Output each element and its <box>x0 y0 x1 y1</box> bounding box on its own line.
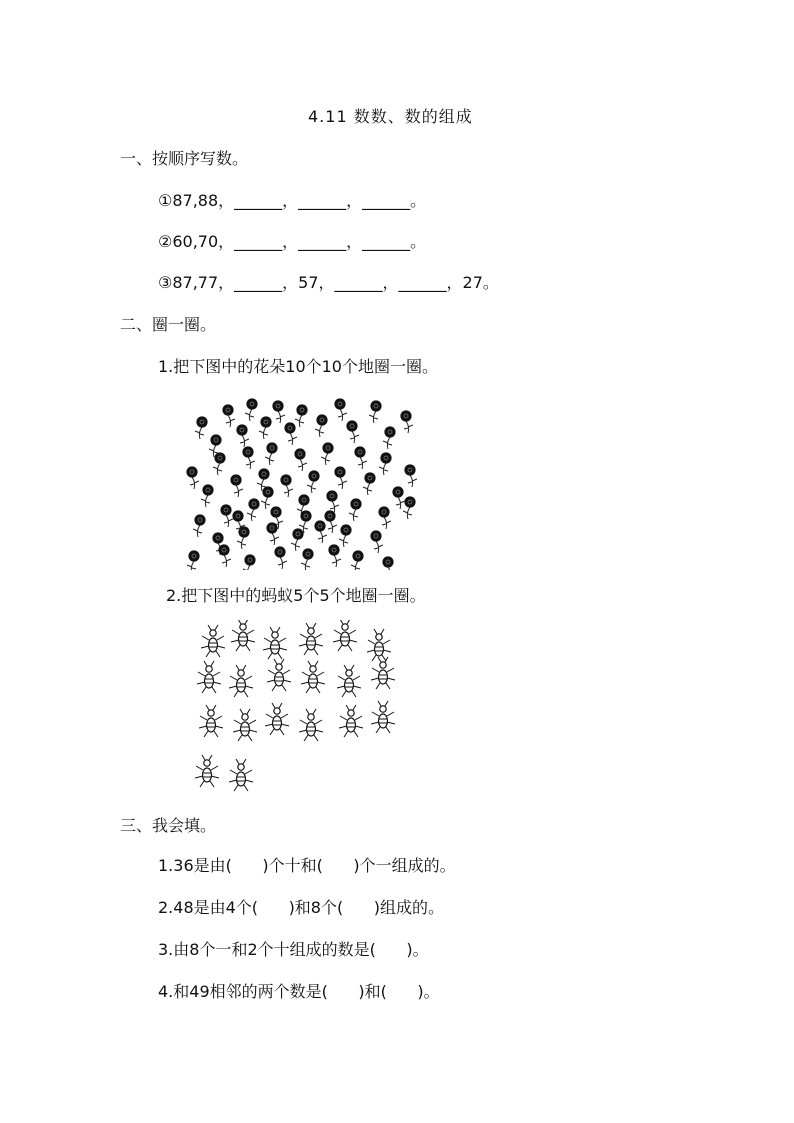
flower-icon <box>242 446 255 469</box>
flower-icon <box>236 424 249 447</box>
fill-item-3: 3.由8个一和2个十组成的数是( )。 <box>158 940 429 959</box>
flower-icon <box>237 526 250 549</box>
ant-icon <box>301 661 325 693</box>
flower-icon <box>222 404 235 427</box>
flower-icon <box>245 398 258 421</box>
ant-icon <box>339 705 363 737</box>
flower-icon <box>324 510 337 533</box>
flower-icon <box>259 416 272 439</box>
ant-icon <box>367 629 391 661</box>
flower-icon <box>403 496 416 519</box>
flower-icon <box>382 556 395 570</box>
flower-icon <box>280 474 293 497</box>
flower-icon <box>284 422 297 445</box>
circle-question-1: 1.把下图中的花朵10个10个地圈一圈。 <box>158 357 438 376</box>
ant-icon <box>337 665 361 697</box>
flower-icon <box>363 472 376 495</box>
sequence-item-3: ③87,77，______，57，______，______，27。 <box>158 273 499 292</box>
flower-icon <box>307 470 320 493</box>
flower-icon <box>369 400 382 423</box>
flower-icon <box>404 464 417 487</box>
flower-icon <box>392 486 405 509</box>
flower-icon <box>383 426 396 449</box>
flower-icon <box>314 520 327 543</box>
flower-icon <box>201 484 214 507</box>
fill-item-4: 4.和49相邻的两个数是( )和( )。 <box>158 982 440 1001</box>
flower-icon <box>334 398 347 421</box>
flower-icon <box>186 466 199 489</box>
flower-icon <box>315 414 328 437</box>
ant-icon <box>229 665 253 697</box>
ant-icon <box>267 659 291 691</box>
ant-icon <box>371 701 395 733</box>
ant-icon <box>199 705 223 737</box>
flower-icon <box>328 544 341 567</box>
flower-icon <box>334 466 347 489</box>
fill-item-1: 1.36是由( )个十和( )个一组成的。 <box>158 856 456 875</box>
page-title: 4.11 数数、数的组成 <box>308 107 473 126</box>
ant-icon <box>333 620 357 651</box>
section-1-heading: 一、按顺序写数。 <box>120 149 249 168</box>
ant-icon <box>265 703 289 735</box>
flower-icon <box>274 546 287 569</box>
flower-icon <box>213 452 226 475</box>
flower-icon <box>266 522 279 545</box>
ant-icon <box>229 759 253 791</box>
flower-icon <box>326 490 339 513</box>
sequence-item-2: ②60,70，______，______，______。 <box>158 232 427 251</box>
ant-icon <box>371 657 395 689</box>
flower-icon <box>354 446 367 469</box>
flower-icon <box>339 524 352 547</box>
flower-icon <box>261 486 274 509</box>
fill-item-2: 2.48是由4个( )和8个( )组成的。 <box>158 898 444 917</box>
section-3-heading: 三、我会填。 <box>120 816 217 835</box>
ant-icon <box>231 620 255 651</box>
circle-question-2: 2.把下图中的蚂蚁5个5个地圈一圈。 <box>166 586 426 605</box>
section-2-heading: 二、圈一圈。 <box>120 315 217 334</box>
flower-icon <box>218 544 231 567</box>
flower-icon <box>301 548 314 570</box>
flower-icon <box>272 400 285 423</box>
ant-icon <box>233 709 257 741</box>
flower-icon <box>230 474 243 497</box>
flower-icon <box>370 530 383 553</box>
ant-icon <box>299 623 323 655</box>
flower-icon <box>378 506 391 529</box>
ant-icon <box>201 625 225 657</box>
flower-icon <box>291 528 304 551</box>
flower-icon <box>220 504 233 527</box>
flower-icon <box>400 410 413 433</box>
flower-icon <box>193 514 206 537</box>
flower-icon <box>349 498 362 521</box>
ant-icon <box>263 627 287 659</box>
flower-icon <box>295 404 308 427</box>
flower-icon <box>294 448 307 471</box>
flower-icon <box>243 554 256 570</box>
ant-icon <box>299 709 323 741</box>
sequence-item-1: ①87,88，______，______，______。 <box>158 191 427 210</box>
flower-icon <box>265 442 278 465</box>
flower-icon <box>379 452 392 475</box>
ant-icon <box>195 755 219 787</box>
flower-icon <box>346 420 359 443</box>
flower-picture <box>180 392 420 570</box>
flower-icon <box>351 550 364 570</box>
flower-icon <box>247 498 260 521</box>
flower-icon <box>321 442 334 465</box>
ant-picture <box>183 620 403 804</box>
flower-icon <box>187 550 200 570</box>
flower-icon <box>195 416 208 439</box>
ant-icon <box>197 661 221 693</box>
